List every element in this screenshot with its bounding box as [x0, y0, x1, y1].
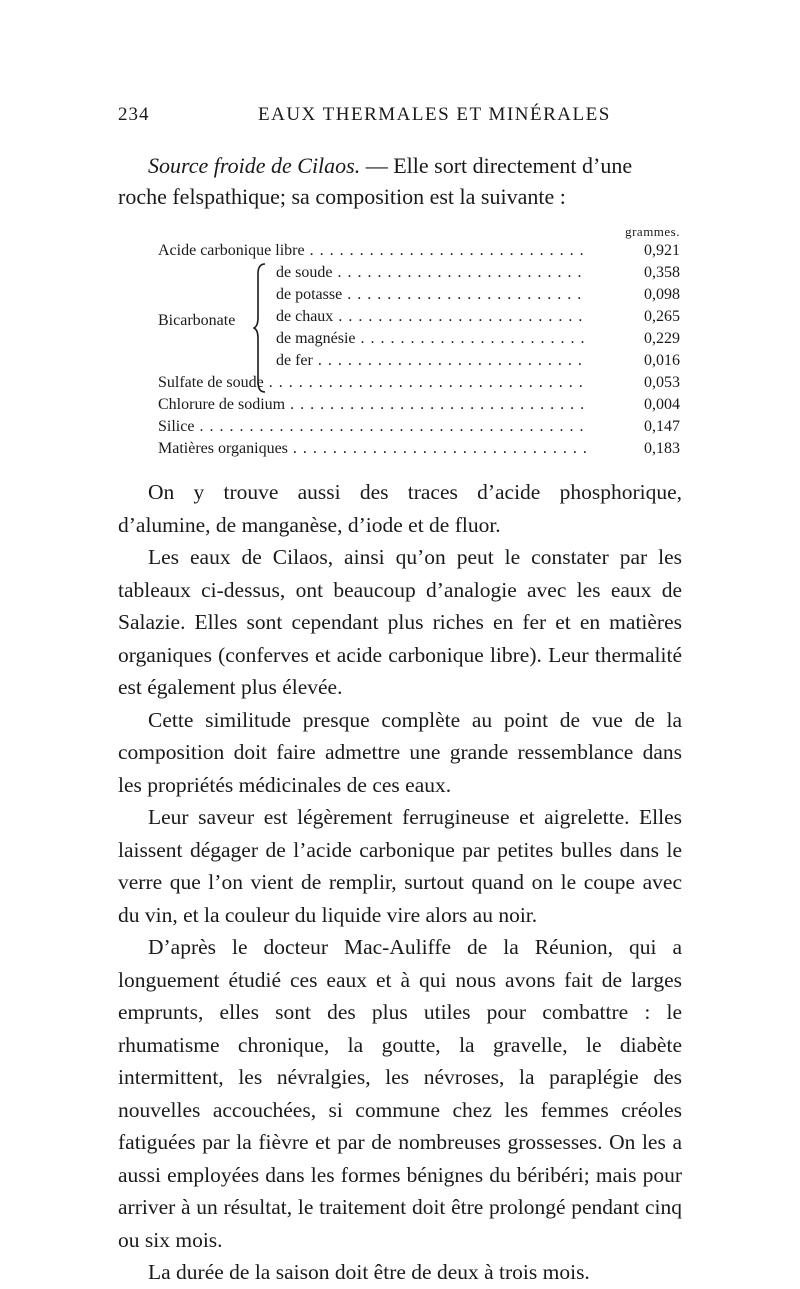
row-label: de fer . . .	[276, 350, 588, 372]
row-label: de soude . . .	[276, 262, 588, 284]
table-row	[158, 416, 680, 438]
page-number: 234	[118, 104, 150, 125]
paragraph: Leur saveur est légèrement ferrugineuse et aigrelette. Elles laissent dégager de l’acide carbonique par petites bulles dans le verre que l’on vient de remplir, surtout quand on le coupe avec du vin, et la couleur du liquide vire alors au noir.	[118, 805, 682, 927]
row-label: Chlorure de sodium . . .	[158, 394, 588, 416]
row-value: 0,004	[644, 396, 680, 413]
bicarbonate-label: Bicarbonate	[158, 312, 236, 329]
running-title: EAUX THERMALES ET MINÉRALES	[258, 104, 611, 125]
page-header	[118, 104, 678, 134]
row-value: 0,183	[644, 440, 680, 457]
paragraph: D’après le docteur Mac-Auliffe de la Réunion, qui a longuement étudié ces eaux et à qui nous avons fait de larges emprunts, elles sont des plus utiles pour combattre : le rhumatisme chronique, la goutte, la gravelle, le diabète intermittent, les névralgies, les névroses, la paraplégie des nouvelles accouchées, si commune chez les femmes créoles fatiguées par la fièvre et par de nombreuses grossesses. On les a aussi employées dans les formes bénignes du béribéri; mais pour arriver à un résultat, le traitement doit être prolongé pendant cinq ou six mois.	[118, 935, 682, 1252]
row-label: Matières organiques . . .	[158, 438, 588, 460]
row-value: 0,921	[644, 242, 680, 259]
row-label: de potasse . . .	[276, 284, 588, 306]
unit-label: grammes.	[625, 224, 680, 239]
table-row	[158, 394, 680, 416]
intro-text: — Elle sort directement d’une roche felspathique; sa composition est la suivante :	[118, 153, 633, 209]
intro-paragraph	[118, 150, 682, 212]
paragraph: Cette similitude presque complète au point de vue de la composition doit faire admettre une grande ressemblance dans les propriétés médicinales de ces eaux.	[118, 707, 682, 797]
source-name: Source froide de Cilaos.	[148, 153, 361, 178]
table-row	[158, 262, 680, 284]
table-row	[158, 350, 680, 372]
body-text	[118, 476, 682, 1289]
table-row	[158, 328, 680, 350]
paragraph: Les eaux de Cilaos, ainsi qu’on peut le constater par les tableaux ci-dessus, ont beaucoup d’analogie avec les eaux de Salazie. Elles sont cependant plus riches en fer et en matières organiques (conferves et acide carbonique libre). Leur thermalité est également plus élevée.	[118, 545, 682, 699]
table-row	[158, 306, 680, 328]
paragraph: On y trouve aussi des traces d’acide phosphorique, d’alumine, de manganèse, d’iode et de fluor.	[118, 480, 682, 537]
row-label: Acide carbonique libre . . .	[158, 240, 588, 262]
table-row	[158, 372, 680, 394]
row-value: 0,147	[644, 418, 680, 435]
row-label: Sulfate de soude . . .	[158, 372, 588, 394]
row-label: de chaux . . .	[276, 306, 588, 328]
table-row	[158, 284, 680, 306]
row-value: 0,098	[644, 286, 680, 303]
row-label: de magnésie . . .	[276, 328, 588, 350]
table-row	[158, 438, 680, 460]
row-label: Silice . . .	[158, 416, 588, 438]
row-value: 0,053	[644, 374, 680, 391]
row-value: 0,016	[644, 352, 680, 369]
row-value: 0,358	[644, 264, 680, 281]
row-value: 0,265	[644, 308, 680, 325]
row-value: 0,229	[644, 330, 680, 347]
paragraph: La durée de la saison doit être de deux à trois mois.	[148, 1260, 590, 1284]
table-row	[158, 240, 680, 262]
